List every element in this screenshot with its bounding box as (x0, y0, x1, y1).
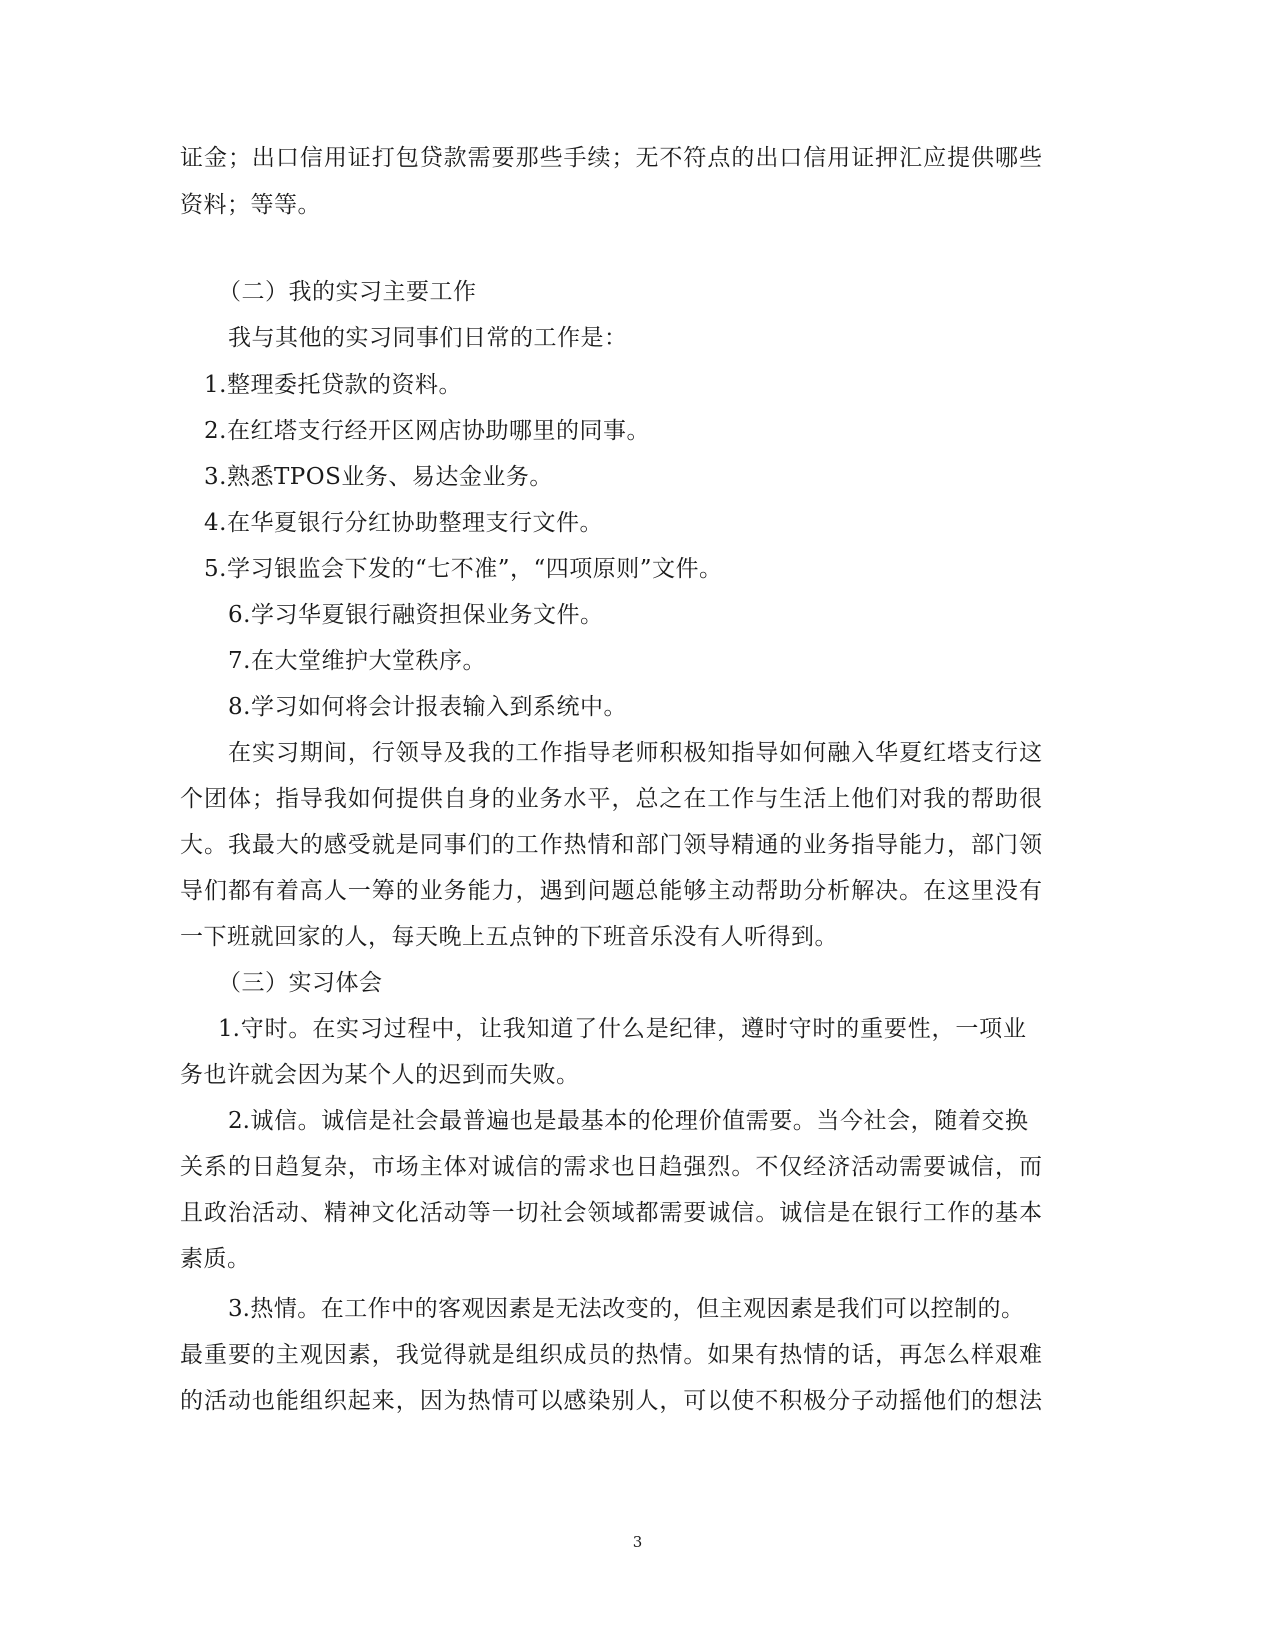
text-line: 的活动也能组织起来，因为热情可以感染别人，可以使不积极分子动摇他们的想法 (180, 1388, 1042, 1414)
text-line: 一下班就回家的人，每天晚上五点钟的下班音乐没有人听得到。 (180, 924, 838, 950)
text-line: 证金；出口信用证打包贷款需要那些手续；无不符点的出口信用证押汇应提供哪些 (180, 145, 1042, 171)
text-line: 个团体；指导我如何提供自身的业务水平，总之在工作与生活上他们对我的帮助很 (180, 786, 1042, 812)
text-line: 关系的日趋复杂，市场主体对诚信的需求也日趋强烈。不仅经济活动需要诚信，而 (180, 1154, 1042, 1180)
text-line: 素质。 (180, 1246, 251, 1272)
section-heading: （二）我的实习主要工作 (218, 279, 477, 305)
text-line: 我与其他的实习同事们日常的工作是： (228, 325, 628, 351)
page-number: 3 (632, 1533, 643, 1551)
text-line: 3.热情。在工作中的客观因素是无法改变的，但主观因素是我们可以控制的。 (228, 1296, 1024, 1322)
text-line: 大。我最大的感受就是同事们的工作热情和部门领导精通的业务指导能力，部门领 (180, 832, 1042, 858)
list-item: 5.学习银监会下发的“七不准”，“四项原则”文件。 (204, 556, 723, 582)
text-line: 1.守时。在实习过程中，让我知道了什么是纪律，遵时守时的重要性，一项业 (218, 1016, 1026, 1042)
list-item: 4.在华夏银行分红协助整理支行文件。 (204, 510, 603, 536)
list-item: 6.学习华夏银行融资担保业务文件。 (228, 602, 604, 628)
text-line: 务也许就会因为某个人的迟到而失败。 (180, 1062, 580, 1088)
text-line: 最重要的主观因素，我觉得就是组织成员的热情。如果有热情的话，再怎么样艰难 (180, 1342, 1042, 1368)
text-line: 资料；等等。 (180, 192, 321, 218)
text-line: 且政治活动、精神文化活动等一切社会领域都需要诚信。诚信是在银行工作的基本 (180, 1200, 1042, 1226)
text-line: 在实习期间，行领导及我的工作指导老师积极知指导如何融入华夏红塔支行这 (228, 740, 1042, 766)
list-item: 8.学习如何将会计报表输入到系统中。 (228, 694, 627, 720)
section-heading: （三）实习体会 (218, 970, 383, 996)
list-item: 2.在红塔支行经开区网店协助哪里的同事。 (204, 418, 650, 444)
list-item: 1.整理委托贷款的资料。 (204, 372, 462, 398)
text-line: 导们都有着高人一筹的业务能力，遇到问题总能够主动帮助分析解决。在这里没有 (180, 878, 1042, 904)
list-item: 3.熟悉TPOS业务、易达金业务。 (204, 464, 553, 490)
text-line: 2.诚信。诚信是社会最普遍也是最基本的伦理价值需要。当今社会，随着交换 (228, 1108, 1028, 1134)
list-item: 7.在大堂维护大堂秩序。 (228, 648, 486, 674)
